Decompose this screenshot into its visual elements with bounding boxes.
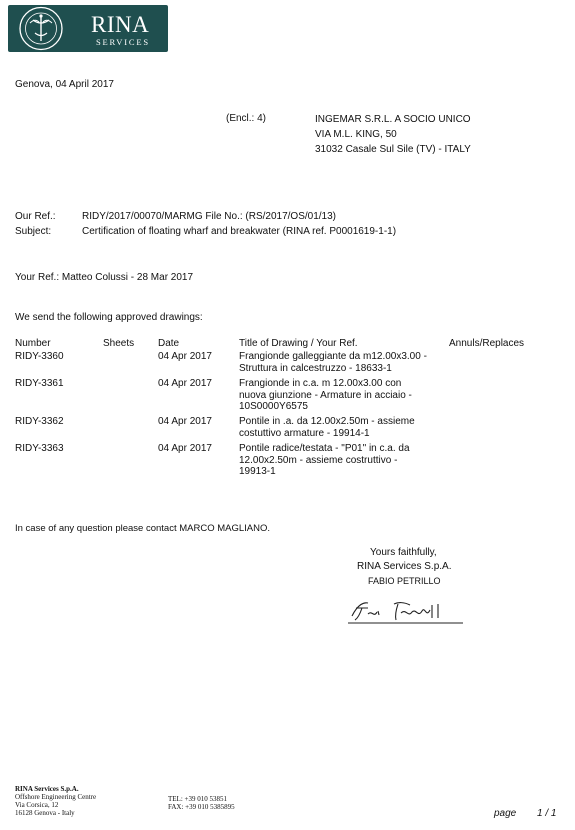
drawing-annuls xyxy=(449,378,524,416)
table-header-row xyxy=(15,338,524,351)
drawing-date: 04 Apr 2017 xyxy=(158,416,212,428)
drawing-title-line: nuova giunzione - Armature in acciaio - xyxy=(239,389,412,401)
page-number: 1 / 1 xyxy=(537,808,557,819)
closing-signatory: FABIO PETRILLO xyxy=(368,576,441,586)
our-ref-value: RIDY/2017/00070/MARMG File No.: (RS/2017/OS/01/13) xyxy=(82,211,337,222)
drawing-title-line: Pontile in .a. da 12.00x2.50m - assieme xyxy=(239,416,415,428)
drawing-title-line: costuttivo armature - 19914-1 xyxy=(239,427,370,439)
closing-salutation: Yours faithfully, xyxy=(370,547,437,558)
header-title: Title of Drawing / Your Ref. xyxy=(239,338,358,349)
drawing-title xyxy=(239,443,449,481)
intro-text: We send the following approved drawings: xyxy=(15,312,203,323)
header-number: Number xyxy=(15,338,51,349)
footer-tel: TEL: +39 010 53851 xyxy=(168,795,227,803)
table-row xyxy=(15,378,524,416)
drawing-title-line: Frangionde galleggiante da m12.00x3.00 - xyxy=(239,351,427,363)
drawing-title-line: 10S0000Y6575 xyxy=(239,401,308,413)
handwritten-signature xyxy=(346,596,466,626)
footer-company-line: Offshore Engineering Centre xyxy=(15,793,97,801)
closing-company: RINA Services S.p.A. xyxy=(357,561,452,572)
drawing-title-line: Struttura in calcestruzzo - 18633-1 xyxy=(239,362,392,374)
drawing-annuls xyxy=(449,351,524,378)
place-date: Genova, 04 April 2017 xyxy=(15,79,114,90)
drawing-annuls xyxy=(449,443,524,481)
subject-value: Certification of floating wharf and breakwater (RINA ref. P0001619-1-1) xyxy=(82,226,397,237)
header-annuls: Annuls/Replaces xyxy=(449,338,525,349)
rina-seal-icon xyxy=(18,6,65,51)
drawing-title-line: Frangionde in c.a. m 12.00x3.00 con xyxy=(239,378,402,390)
drawing-sheets xyxy=(103,416,158,443)
footer-company-line: 16128 Genova - Italy xyxy=(15,809,75,817)
drawing-title xyxy=(239,378,449,416)
footer-fax: FAX: +39 010 5385895 xyxy=(168,803,235,811)
your-ref: Your Ref.: Matteo Colussi - 28 Mar 2017 xyxy=(15,272,194,283)
rina-logo xyxy=(8,5,168,52)
table-row xyxy=(15,351,524,378)
drawing-title-line: 19913-1 xyxy=(239,466,276,478)
footer-company-line: Via Corsica, 12 xyxy=(15,801,59,809)
logo-subtitle: SERVICES xyxy=(96,37,150,47)
page-label: page xyxy=(494,808,517,819)
header-date: Date xyxy=(158,338,180,349)
drawing-sheets xyxy=(103,378,158,416)
recipient-line: VIA M.L. KING, 50 xyxy=(315,129,397,140)
drawing-number: RIDY-3361 xyxy=(15,378,64,390)
drawing-annuls xyxy=(449,416,524,443)
drawing-date: 04 Apr 2017 xyxy=(158,378,212,390)
table-row xyxy=(15,416,524,443)
drawing-sheets xyxy=(103,351,158,378)
header-sheets: Sheets xyxy=(103,338,135,349)
enclosures: (Encl.: 4) xyxy=(226,113,267,124)
drawing-number: RIDY-3362 xyxy=(15,416,64,428)
footer-company-name: RINA Services S.p.A. xyxy=(15,785,79,793)
drawing-number: RIDY-3360 xyxy=(15,351,64,363)
drawing-sheets xyxy=(103,443,158,481)
drawing-number: RIDY-3363 xyxy=(15,443,64,455)
recipient-line: INGEMAR S.R.L. A SOCIO UNICO xyxy=(315,114,471,125)
table-row xyxy=(15,443,524,481)
drawing-title xyxy=(239,416,449,443)
drawing-title-line: 12.00x2.50m - assieme costruttivo - xyxy=(239,454,398,466)
subject-label: Subject: xyxy=(15,226,52,237)
recipient-address xyxy=(315,112,471,157)
footer-company-block xyxy=(15,785,96,817)
footer-contacts xyxy=(168,795,235,811)
drawings-table xyxy=(15,338,524,481)
logo-name: RINA xyxy=(91,12,150,37)
drawing-date: 04 Apr 2017 xyxy=(158,351,212,363)
drawing-date: 04 Apr 2017 xyxy=(158,443,212,455)
drawing-title xyxy=(239,351,449,378)
contact-text: In case of any question please contact MARCO MAGLIANO. xyxy=(15,523,271,534)
drawing-title-line: Pontile radice/testata - "P01" in c.a. da xyxy=(239,443,410,455)
our-ref-label: Our Ref.: xyxy=(15,211,56,222)
recipient-line: 31032 Casale Sul Sile (TV) - ITALY xyxy=(315,144,471,155)
